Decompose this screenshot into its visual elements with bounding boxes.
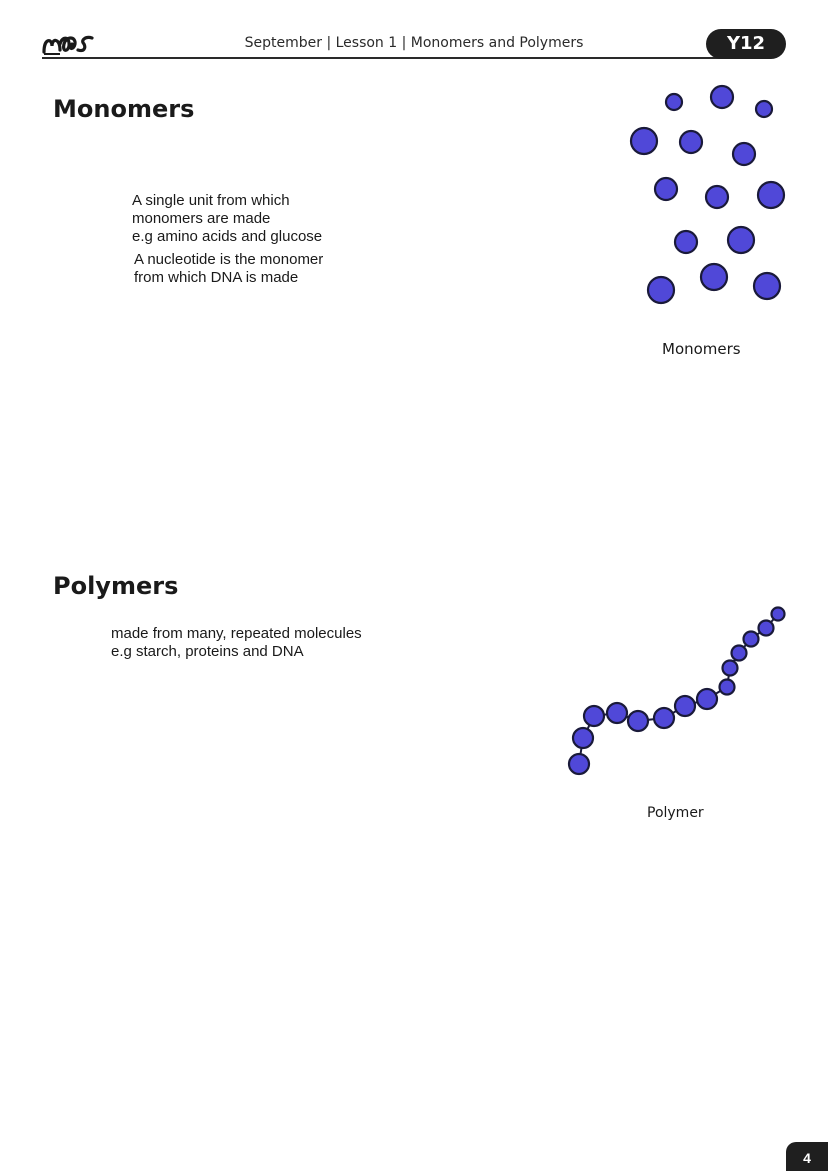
definition-line: A single unit from which	[132, 192, 290, 209]
page-number: 4	[786, 1142, 828, 1171]
definition-line: e.g amino acids and glucose	[132, 228, 323, 245]
definition-line: monomers are made	[132, 210, 271, 227]
monomers-heading: Monomers	[53, 95, 195, 123]
definition-line: e.g starch, proteins and DNA	[111, 643, 304, 660]
polymer-caption: Polymer	[647, 805, 704, 821]
polymers-heading: Polymers	[53, 572, 179, 600]
note-line: from which DNA is made	[134, 269, 299, 286]
note-line: A nucleotide is the monomer	[134, 251, 324, 268]
monomers-caption: Monomers	[662, 340, 741, 358]
definition-line: made from many, repeated molecules	[111, 625, 362, 642]
year-badge: Y12	[706, 29, 786, 59]
lesson-header-title: September | Lesson 1 | Monomers and Polymers	[244, 35, 584, 51]
